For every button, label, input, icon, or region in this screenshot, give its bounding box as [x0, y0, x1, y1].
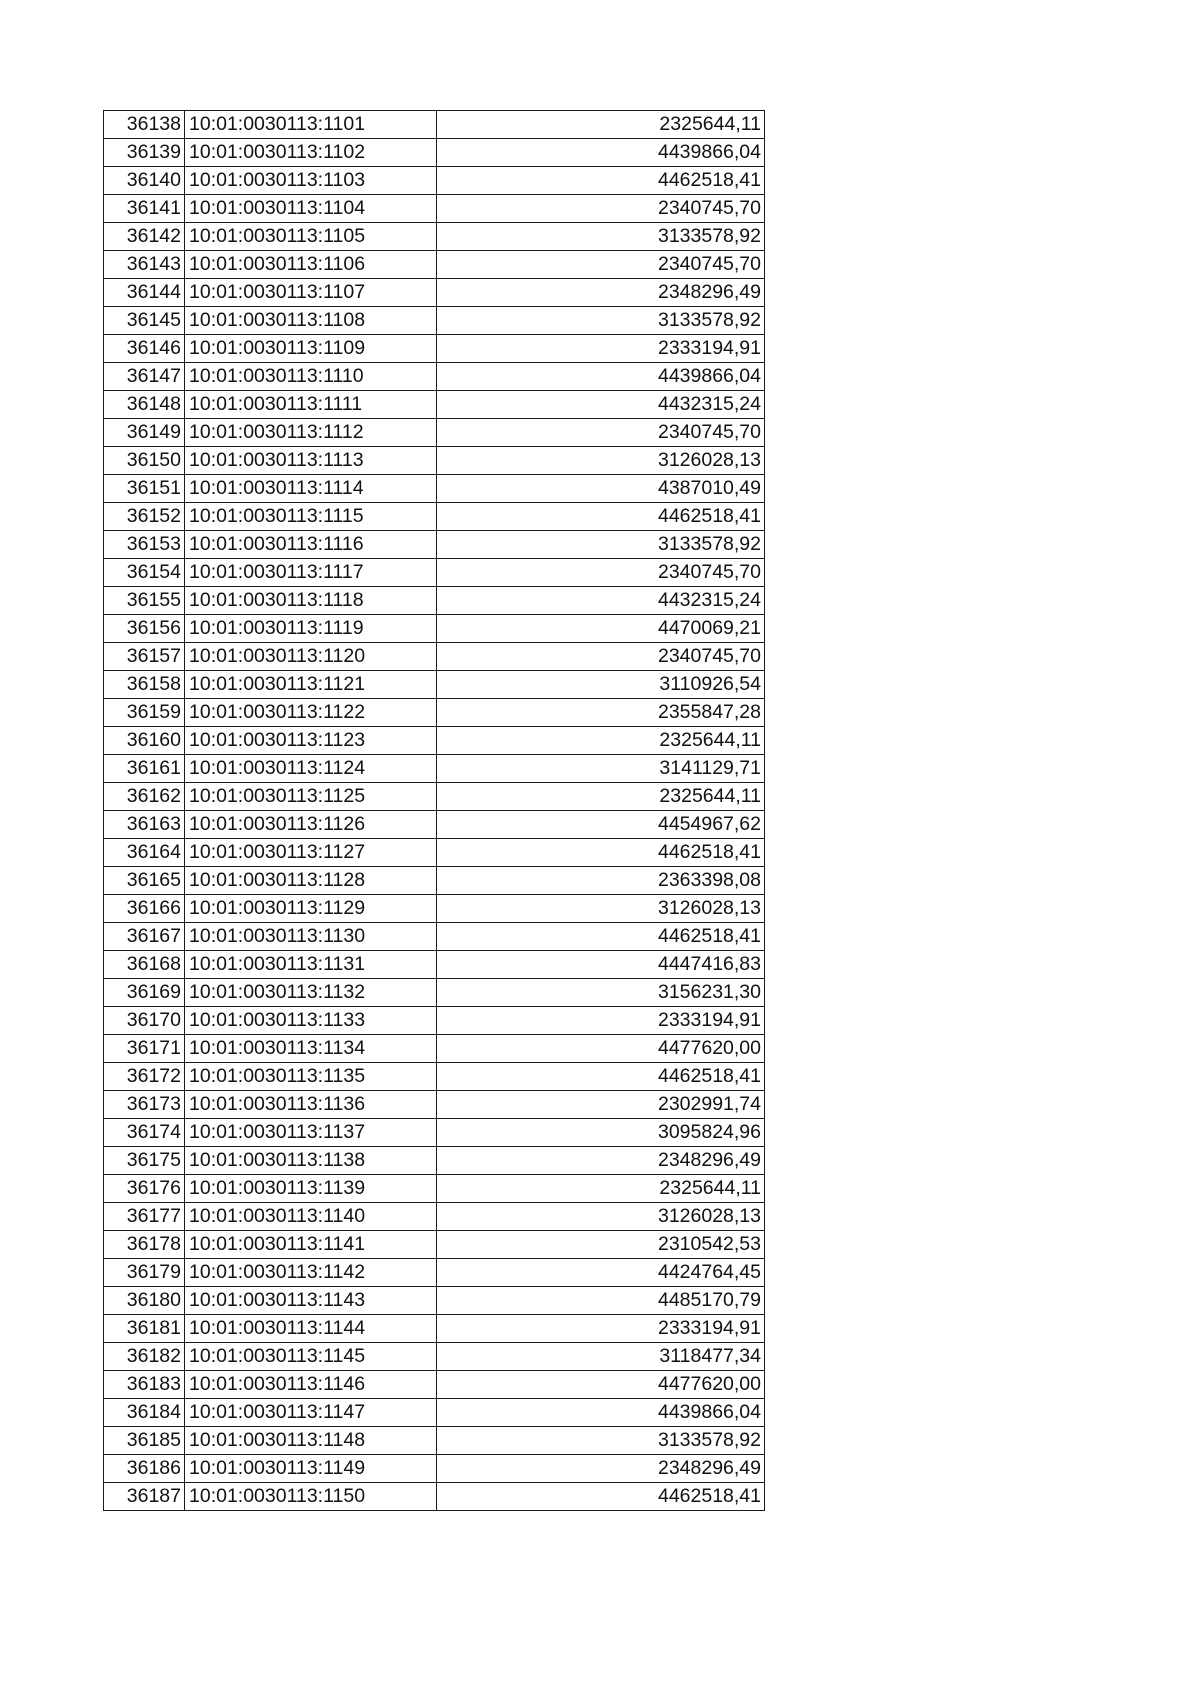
- table-row: [104, 727, 765, 755]
- cadastral-number-cell: 10:01:0030113:1109: [185, 335, 437, 363]
- table-row: [104, 699, 765, 727]
- cadastral-value-cell: 2363398,08: [437, 867, 765, 895]
- row-number-cell: 36166: [104, 895, 185, 923]
- cadastral-number-cell: 10:01:0030113:1129: [185, 895, 437, 923]
- cadastral-value-cell: 3133578,92: [437, 1427, 765, 1455]
- cadastral-value-cell: 2325644,11: [437, 727, 765, 755]
- cadastral-number-cell: 10:01:0030113:1121: [185, 671, 437, 699]
- row-number-cell: 36164: [104, 839, 185, 867]
- row-number-cell: 36144: [104, 279, 185, 307]
- cadastral-value-cell: 3118477,34: [437, 1343, 765, 1371]
- row-number-cell: 36176: [104, 1175, 185, 1203]
- cadastral-value-cell: 3133578,92: [437, 307, 765, 335]
- cadastral-number-cell: 10:01:0030113:1105: [185, 223, 437, 251]
- cadastral-number-cell: 10:01:0030113:1137: [185, 1119, 437, 1147]
- table-row: [104, 503, 765, 531]
- cadastral-value-cell: 4462518,41: [437, 1063, 765, 1091]
- row-number-cell: 36140: [104, 167, 185, 195]
- table-row: [104, 671, 765, 699]
- row-number-cell: 36168: [104, 951, 185, 979]
- row-number-cell: 36171: [104, 1035, 185, 1063]
- cadastral-number-cell: 10:01:0030113:1119: [185, 615, 437, 643]
- cadastral-number-cell: 10:01:0030113:1148: [185, 1427, 437, 1455]
- cadastral-number-cell: 10:01:0030113:1115: [185, 503, 437, 531]
- row-number-cell: 36181: [104, 1315, 185, 1343]
- row-number-cell: 36151: [104, 475, 185, 503]
- table-row: [104, 1147, 765, 1175]
- table-row: [104, 251, 765, 279]
- table-row: [104, 531, 765, 559]
- cadastral-number-cell: 10:01:0030113:1103: [185, 167, 437, 195]
- table-row: [104, 1259, 765, 1287]
- cadastral-value-cell: 3126028,13: [437, 447, 765, 475]
- table-row: [104, 811, 765, 839]
- row-number-cell: 36162: [104, 783, 185, 811]
- cadastral-value-cell: 2333194,91: [437, 1315, 765, 1343]
- cadastral-number-cell: 10:01:0030113:1127: [185, 839, 437, 867]
- cadastral-number-cell: 10:01:0030113:1107: [185, 279, 437, 307]
- cadastral-value-cell: 3126028,13: [437, 895, 765, 923]
- cadastral-value-cell: 4439866,04: [437, 1399, 765, 1427]
- cadastral-number-cell: 10:01:0030113:1111: [185, 391, 437, 419]
- cadastral-number-cell: 10:01:0030113:1144: [185, 1315, 437, 1343]
- cadastral-number-cell: 10:01:0030113:1134: [185, 1035, 437, 1063]
- row-number-cell: 36175: [104, 1147, 185, 1175]
- cadastral-value-cell: 4462518,41: [437, 839, 765, 867]
- cadastral-number-cell: 10:01:0030113:1147: [185, 1399, 437, 1427]
- table-row: [104, 979, 765, 1007]
- cadastral-number-cell: 10:01:0030113:1128: [185, 867, 437, 895]
- cadastral-number-cell: 10:01:0030113:1113: [185, 447, 437, 475]
- row-number-cell: 36148: [104, 391, 185, 419]
- cadastral-value-cell: 3133578,92: [437, 223, 765, 251]
- row-number-cell: 36184: [104, 1399, 185, 1427]
- row-number-cell: 36165: [104, 867, 185, 895]
- table-row: [104, 279, 765, 307]
- cadastral-value-cell: 2302991,74: [437, 1091, 765, 1119]
- table-body: [104, 111, 765, 1511]
- row-number-cell: 36187: [104, 1483, 185, 1511]
- cadastral-number-cell: 10:01:0030113:1120: [185, 643, 437, 671]
- table-row: [104, 363, 765, 391]
- table-row: [104, 1091, 765, 1119]
- cadastral-number-cell: 10:01:0030113:1143: [185, 1287, 437, 1315]
- cadastral-value-cell: 4462518,41: [437, 1483, 765, 1511]
- cadastral-value-cell: 2333194,91: [437, 335, 765, 363]
- cadastral-value-table: [103, 110, 765, 1511]
- cadastral-number-cell: 10:01:0030113:1145: [185, 1343, 437, 1371]
- cadastral-value-cell: 4424764,45: [437, 1259, 765, 1287]
- cadastral-number-cell: 10:01:0030113:1102: [185, 139, 437, 167]
- cadastral-number-cell: 10:01:0030113:1122: [185, 699, 437, 727]
- table-row: [104, 335, 765, 363]
- cadastral-value-cell: 2340745,70: [437, 195, 765, 223]
- cadastral-number-cell: 10:01:0030113:1146: [185, 1371, 437, 1399]
- table-row: [104, 1203, 765, 1231]
- row-number-cell: 36155: [104, 587, 185, 615]
- table-row: [104, 391, 765, 419]
- row-number-cell: 36156: [104, 615, 185, 643]
- row-number-cell: 36183: [104, 1371, 185, 1399]
- cadastral-number-cell: 10:01:0030113:1124: [185, 755, 437, 783]
- table-row: [104, 895, 765, 923]
- cadastral-number-cell: 10:01:0030113:1126: [185, 811, 437, 839]
- cadastral-value-cell: 4477620,00: [437, 1371, 765, 1399]
- cadastral-value-cell: 2348296,49: [437, 279, 765, 307]
- row-number-cell: 36147: [104, 363, 185, 391]
- cadastral-value-cell: 3156231,30: [437, 979, 765, 1007]
- cadastral-value-cell: 4462518,41: [437, 503, 765, 531]
- table-row: [104, 447, 765, 475]
- table-row: [104, 167, 765, 195]
- table-row: [104, 755, 765, 783]
- table-row: [104, 1035, 765, 1063]
- row-number-cell: 36178: [104, 1231, 185, 1259]
- cadastral-number-cell: 10:01:0030113:1138: [185, 1147, 437, 1175]
- table-row: [104, 643, 765, 671]
- table-row: [104, 139, 765, 167]
- cadastral-value-cell: 4387010,49: [437, 475, 765, 503]
- table-row: [104, 951, 765, 979]
- cadastral-number-cell: 10:01:0030113:1132: [185, 979, 437, 1007]
- row-number-cell: 36182: [104, 1343, 185, 1371]
- cadastral-number-cell: 10:01:0030113:1104: [185, 195, 437, 223]
- cadastral-value-cell: 2325644,11: [437, 1175, 765, 1203]
- row-number-cell: 36141: [104, 195, 185, 223]
- table-row: [104, 867, 765, 895]
- cadastral-value-cell: 4462518,41: [437, 167, 765, 195]
- row-number-cell: 36159: [104, 699, 185, 727]
- row-number-cell: 36177: [104, 1203, 185, 1231]
- cadastral-number-cell: 10:01:0030113:1108: [185, 307, 437, 335]
- cadastral-number-cell: 10:01:0030113:1149: [185, 1455, 437, 1483]
- table-row: [104, 1175, 765, 1203]
- cadastral-value-cell: 2340745,70: [437, 559, 765, 587]
- cadastral-value-cell: 4485170,79: [437, 1287, 765, 1315]
- cadastral-value-cell: 3110926,54: [437, 671, 765, 699]
- row-number-cell: 36146: [104, 335, 185, 363]
- row-number-cell: 36143: [104, 251, 185, 279]
- cadastral-value-cell: 2340745,70: [437, 419, 765, 447]
- row-number-cell: 36186: [104, 1455, 185, 1483]
- table-row: [104, 1427, 765, 1455]
- table-row: [104, 783, 765, 811]
- table-row: [104, 1231, 765, 1259]
- table-row: [104, 111, 765, 139]
- table-row: [104, 923, 765, 951]
- cadastral-number-cell: 10:01:0030113:1142: [185, 1259, 437, 1287]
- row-number-cell: 36170: [104, 1007, 185, 1035]
- row-number-cell: 36157: [104, 643, 185, 671]
- cadastral-value-cell: 4470069,21: [437, 615, 765, 643]
- row-number-cell: 36174: [104, 1119, 185, 1147]
- cadastral-value-cell: 4462518,41: [437, 923, 765, 951]
- cadastral-number-cell: 10:01:0030113:1106: [185, 251, 437, 279]
- cadastral-value-cell: 4432315,24: [437, 391, 765, 419]
- row-number-cell: 36180: [104, 1287, 185, 1315]
- row-number-cell: 36150: [104, 447, 185, 475]
- cadastral-value-cell: 4439866,04: [437, 139, 765, 167]
- cadastral-value-cell: 2348296,49: [437, 1147, 765, 1175]
- table-row: [104, 587, 765, 615]
- table-row: [104, 1399, 765, 1427]
- cadastral-value-cell: 4447416,83: [437, 951, 765, 979]
- cadastral-number-cell: 10:01:0030113:1139: [185, 1175, 437, 1203]
- table-row: [104, 1119, 765, 1147]
- row-number-cell: 36160: [104, 727, 185, 755]
- cadastral-number-cell: 10:01:0030113:1125: [185, 783, 437, 811]
- table-row: [104, 419, 765, 447]
- row-number-cell: 36154: [104, 559, 185, 587]
- table-row: [104, 1371, 765, 1399]
- row-number-cell: 36138: [104, 111, 185, 139]
- cadastral-number-cell: 10:01:0030113:1141: [185, 1231, 437, 1259]
- cadastral-number-cell: 10:01:0030113:1133: [185, 1007, 437, 1035]
- cadastral-value-cell: 2333194,91: [437, 1007, 765, 1035]
- row-number-cell: 36173: [104, 1091, 185, 1119]
- table-row: [104, 475, 765, 503]
- cadastral-value-cell: 4454967,62: [437, 811, 765, 839]
- cadastral-value-cell: 4477620,00: [437, 1035, 765, 1063]
- cadastral-value-cell: 4432315,24: [437, 587, 765, 615]
- row-number-cell: 36152: [104, 503, 185, 531]
- row-number-cell: 36179: [104, 1259, 185, 1287]
- row-number-cell: 36185: [104, 1427, 185, 1455]
- row-number-cell: 36158: [104, 671, 185, 699]
- cadastral-value-cell: 3133578,92: [437, 531, 765, 559]
- table-row: [104, 559, 765, 587]
- row-number-cell: 36149: [104, 419, 185, 447]
- cadastral-number-cell: 10:01:0030113:1114: [185, 475, 437, 503]
- table-row: [104, 1483, 765, 1511]
- row-number-cell: 36139: [104, 139, 185, 167]
- table-row: [104, 1343, 765, 1371]
- table-row: [104, 1455, 765, 1483]
- cadastral-value-cell: 2340745,70: [437, 643, 765, 671]
- cadastral-number-cell: 10:01:0030113:1110: [185, 363, 437, 391]
- row-number-cell: 36172: [104, 1063, 185, 1091]
- table-row: [104, 195, 765, 223]
- row-number-cell: 36163: [104, 811, 185, 839]
- cadastral-number-cell: 10:01:0030113:1130: [185, 923, 437, 951]
- cadastral-number-cell: 10:01:0030113:1135: [185, 1063, 437, 1091]
- cadastral-number-cell: 10:01:0030113:1118: [185, 587, 437, 615]
- cadastral-number-cell: 10:01:0030113:1131: [185, 951, 437, 979]
- cadastral-value-cell: 2310542,53: [437, 1231, 765, 1259]
- table-row: [104, 1007, 765, 1035]
- table-row: [104, 1315, 765, 1343]
- cadastral-number-cell: 10:01:0030113:1123: [185, 727, 437, 755]
- cadastral-number-cell: 10:01:0030113:1140: [185, 1203, 437, 1231]
- cadastral-value-cell: 3141129,71: [437, 755, 765, 783]
- cadastral-number-cell: 10:01:0030113:1101: [185, 111, 437, 139]
- row-number-cell: 36153: [104, 531, 185, 559]
- row-number-cell: 36167: [104, 923, 185, 951]
- cadastral-value-cell: 4439866,04: [437, 363, 765, 391]
- table-row: [104, 307, 765, 335]
- cadastral-value-cell: 2325644,11: [437, 783, 765, 811]
- row-number-cell: 36142: [104, 223, 185, 251]
- row-number-cell: 36145: [104, 307, 185, 335]
- table-row: [104, 839, 765, 867]
- cadastral-number-cell: 10:01:0030113:1150: [185, 1483, 437, 1511]
- cadastral-number-cell: 10:01:0030113:1136: [185, 1091, 437, 1119]
- row-number-cell: 36161: [104, 755, 185, 783]
- row-number-cell: 36169: [104, 979, 185, 1007]
- cadastral-value-cell: 2348296,49: [437, 1455, 765, 1483]
- table-row: [104, 223, 765, 251]
- cadastral-value-cell: 2340745,70: [437, 251, 765, 279]
- table-row: [104, 615, 765, 643]
- cadastral-value-cell: 3095824,96: [437, 1119, 765, 1147]
- cadastral-number-cell: 10:01:0030113:1112: [185, 419, 437, 447]
- table-row: [104, 1287, 765, 1315]
- cadastral-value-cell: 2325644,11: [437, 111, 765, 139]
- cadastral-value-cell: 2355847,28: [437, 699, 765, 727]
- cadastral-number-cell: 10:01:0030113:1117: [185, 559, 437, 587]
- cadastral-value-cell: 3126028,13: [437, 1203, 765, 1231]
- cadastral-number-cell: 10:01:0030113:1116: [185, 531, 437, 559]
- table-row: [104, 1063, 765, 1091]
